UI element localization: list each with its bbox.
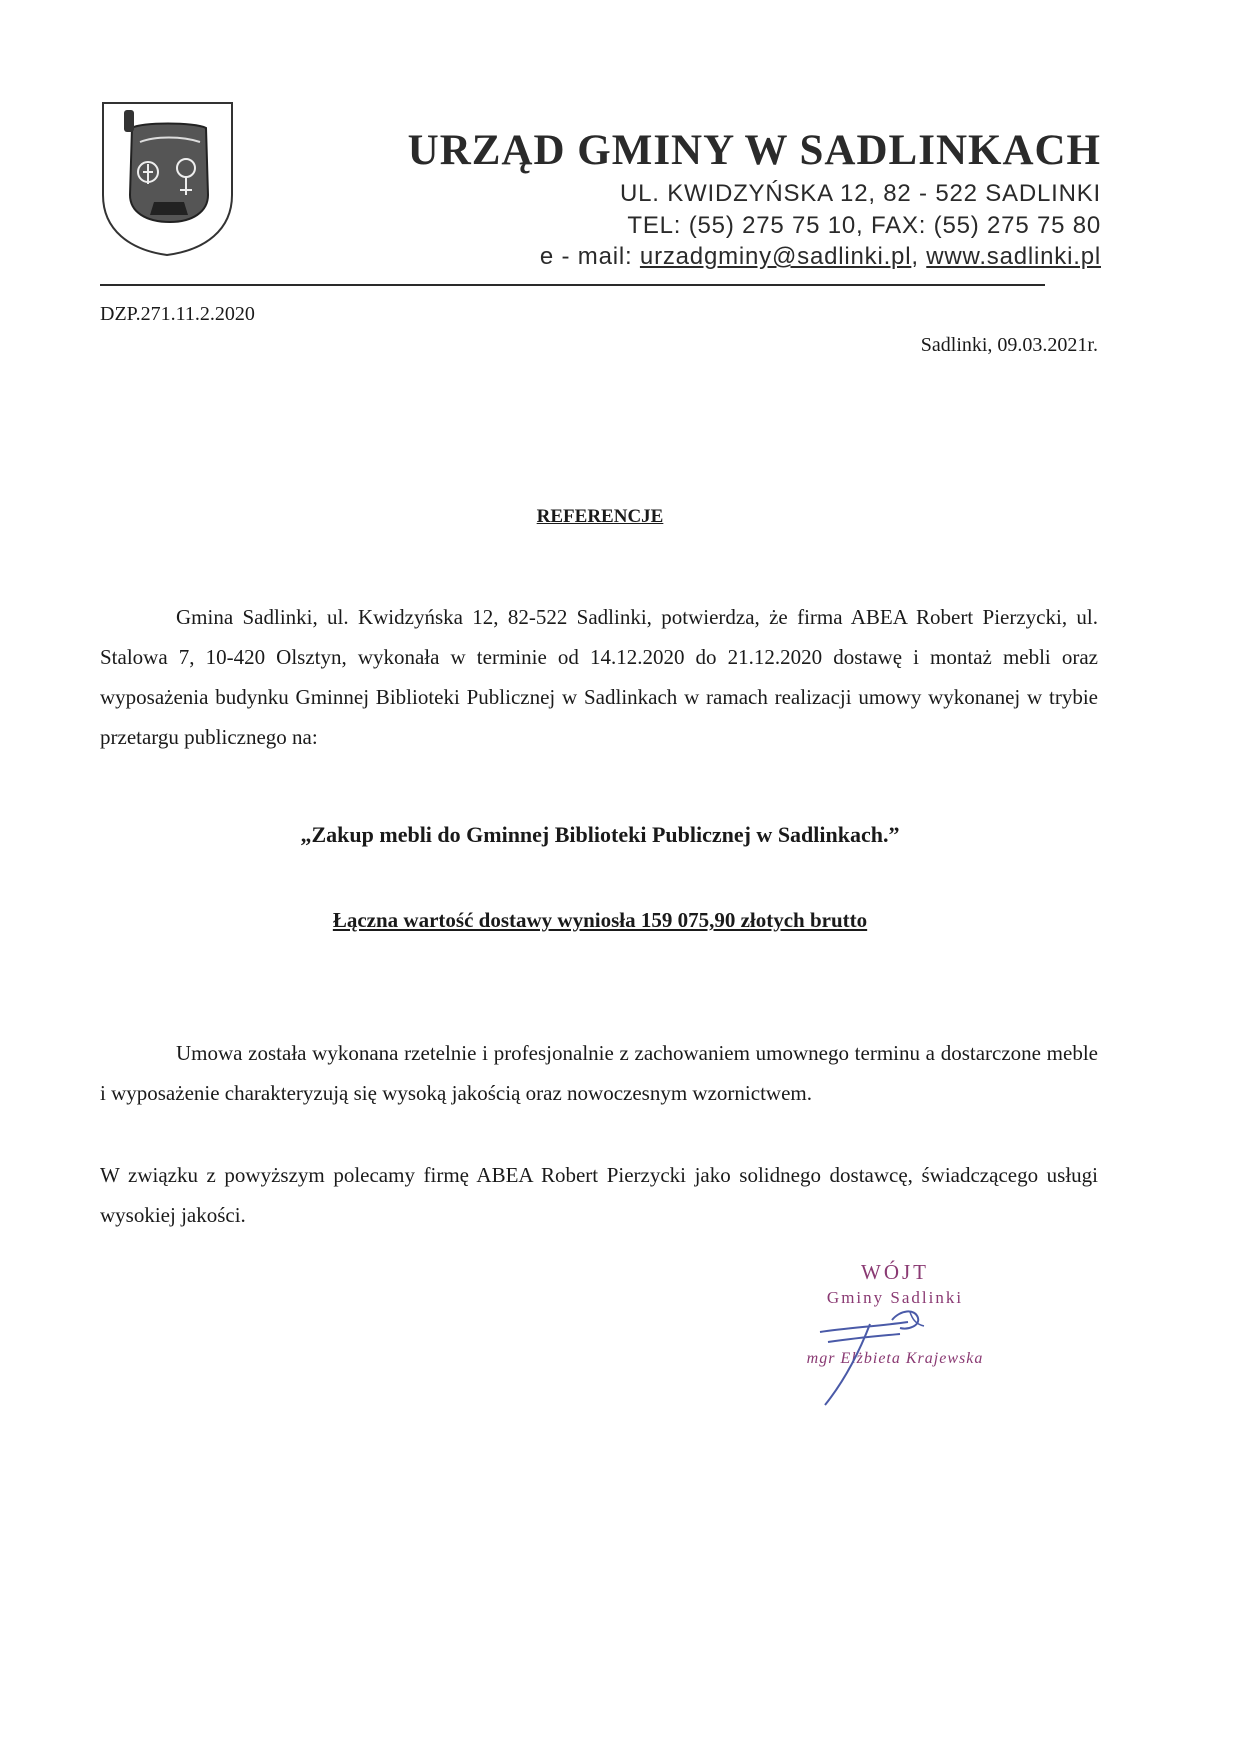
organization-contact-line xyxy=(540,243,1101,271)
website-link[interactable]: www.sadlinki.pl xyxy=(926,243,1101,270)
organization-name: URZĄD GMINY W SADLINKACH xyxy=(407,127,1101,174)
handwritten-signature-icon xyxy=(800,1280,960,1410)
stamp-title: WÓJT xyxy=(861,1260,929,1284)
paragraph-confirmation: Gmina Sadlinki, ul. Kwidzyńska 12, 82-522 Sadlinki, potwierdza, że firma ABEA Robert Pierzycki, ul. Stalowa 7, 10-420 Olsztyn, wykonała w terminie od 14.12.2020 do 21.12.2020 dostawę i montaż mebli oraz wyposażenia budynku Gminnej Biblioteki Publicznej w Sadlinkach w ramach realizacji umowy wykonanej w trybie przetargu publicznego na: xyxy=(100,605,1098,749)
stamp-subtitle: Gminy Sadlinki xyxy=(826,1288,964,1307)
document-title: REFERENCJE xyxy=(536,506,664,527)
header-divider xyxy=(100,284,1045,286)
stamp-name: mgr Elżbieta Krajewska xyxy=(806,1350,984,1367)
paragraph-recommendation: W związku z powyższym polecamy firmę ABEA Robert Pierzycki jako solidnego dostawcę, świadczącego usługi wysokiej jakości. xyxy=(100,1163,1098,1227)
email-label: e - mail: xyxy=(539,243,640,270)
municipal-crest-icon xyxy=(100,100,235,258)
contract-subject: „Zakup mebli do Gminnej Biblioteki Publicznej w Sadlinkach.” xyxy=(300,822,900,847)
contract-value: Łączna wartość dostawy wyniosła 159 075,90 złotych brutto xyxy=(332,908,868,932)
organization-address: UL. KWIDZYŃSKA 12, 82 - 522 SADLINKI xyxy=(620,180,1101,207)
email-link[interactable]: urzadgminy@sadlinki.pl xyxy=(639,243,912,270)
contact-separator: , xyxy=(911,243,927,270)
reference-number: DZP.271.11.2.2020 xyxy=(100,303,255,325)
paragraph-assessment: Umowa została wykonana rzetelnie i profesjonalnie z zachowaniem umownego terminu a dostarczone meble i wyposażenie charakteryzują się wysoką jakością oraz nowoczesnym wzornictwem. xyxy=(100,1041,1098,1105)
organization-phone-fax: TEL: (55) 275 75 10, FAX: (55) 275 75 80 xyxy=(627,212,1101,239)
place-and-date: Sadlinki, 09.03.2021r. xyxy=(920,334,1098,356)
